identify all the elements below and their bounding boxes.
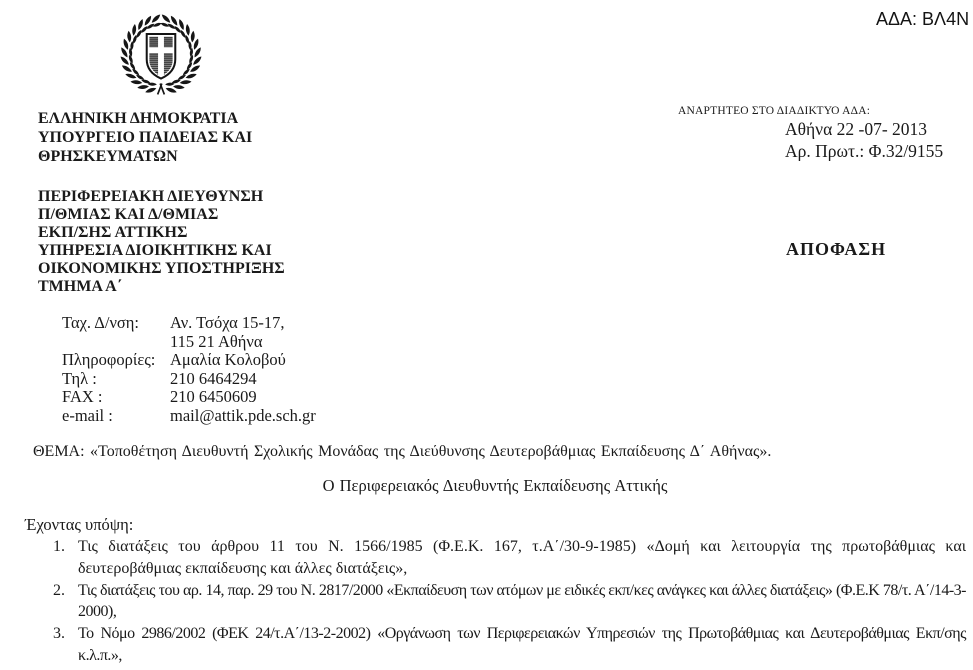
issuer-line: Ο Περιφερειακός Διευθυντής Εκπαίδευσης Αττικής — [322, 476, 668, 495]
ministry-line: ΘΡΗΣΚΕΥΜΑΤΩΝ — [38, 148, 178, 165]
contact-label: e-mail : — [62, 405, 113, 425]
list-item-text: Τις διατάξεις του αρ. 14, παρ. 29 του Ν. 2817/2000 «Εκπαίδευση των ατόμων με ειδικές εκπ/κες ανάγκες και άλλες διατάξεις» (Φ.Ε.Κ 78/τ. Α΄/14-3-2000), — [78, 581, 966, 621]
directorate-block — [38, 188, 285, 296]
ministry-line: ΥΠΟΥΡΓΕΙΟ ΠΑΙΔΕΙΑΣ ΚΑΙ — [38, 129, 253, 146]
directorate-line: Π/ΘΜΙΑΣ ΚΑΙ Δ/ΘΜΙΑΣ — [38, 206, 219, 223]
list-item-number: 2. — [53, 581, 65, 599]
ada-code: ΑΔΑ: ΒΛ4Ν — [876, 9, 970, 29]
contact-value: mail@attik.pde.sch.gr — [170, 405, 316, 425]
subject-line: ΘΕΜΑ: «Τοποθέτηση Διευθυντή Σχολικής Μονάδας της Διεύθυνσης Δευτεροβάθμιας Εκπαίδευσης Δ΄ Αθήνας». — [33, 443, 772, 460]
contact-label — [62, 333, 170, 352]
protocol-number: Αρ. Πρωτ.: Φ.32/9155 — [785, 141, 944, 161]
contact-label: FAX : — [62, 387, 103, 407]
list-item-text: Τις διατάξεις του άρθρου 11 του Ν. 1566/1985 (Φ.Ε.Κ. 167, τ.Α΄/30-9-1985) «Δομή και λειτουργία της πρωτοβάθμιας και δευτεροβάθμιας εκπαίδευσης και άλλες διατάξεις», — [78, 538, 966, 577]
contact-label: Πληροφορίες: — [62, 350, 156, 370]
having-regard-label: Έχοντας υπόψη: — [25, 515, 134, 534]
directorate-line: ΟΙΚΟΝΟΜΙΚΗΣ ΥΠΟΣΤΗΡΙΞΗΣ — [38, 260, 285, 277]
list-item — [45, 536, 966, 580]
contact-label: Ταχ. Δ/νση: — [62, 313, 140, 332]
list-item-number: 1. — [53, 538, 65, 555]
list-item-text: Το Νόμο 2986/2002 (ΦΕΚ 24/τ.Α΄/13-2-2002) «Οργάνωση των Περιφερειακών Υπηρεσιών της Πρωτοβάθμιας και Δευτεροβάθμιας Εκπ/σης κ.λ.π.», — [78, 625, 966, 664]
directorate-line: ΠΕΡΙΦΕΡΕΙΑΚΗ ΔΙΕΥΘΥΝΣΗ — [38, 188, 264, 205]
anartiteo-label: ΑΝΑΡΤΗΤΕΟ ΣΤΟ ΔΙΑΔΙΚΤΥΟ ΑΔΑ: — [678, 105, 871, 117]
contact-value: Αν. Τσόχα 15-17, — [170, 313, 285, 332]
contact-label: Τηλ : — [62, 368, 97, 388]
contact-value: 210 6464294 — [170, 368, 257, 388]
contact-value: Αμαλία Κολοβού — [170, 350, 286, 370]
decision-heading: ΑΠΟΦΑΣΗ — [786, 239, 887, 259]
greek-coat-of-arms-icon — [118, 13, 204, 97]
directorate-line: ΤΜΗΜΑ Α΄ — [38, 278, 122, 295]
directorate-line: ΥΠΗΡΕΣΙΑ ΔΙΟΙΚΗΤΙΚΗΣ ΚΑΙ — [38, 242, 272, 259]
contact-value: 115 21 Αθήνα — [170, 331, 263, 351]
legal-references-list — [45, 536, 966, 667]
ministry-block — [38, 109, 252, 166]
ministry-line: ΕΛΛΗΝΙΚΗ ΔΗΜΟΚΡΑΤΙΑ — [38, 110, 239, 127]
date-line: Αθήνα 22 -07- 2013 — [785, 119, 928, 139]
contact-block — [62, 314, 316, 426]
list-item-number: 3. — [53, 625, 65, 643]
contact-value: 210 6450609 — [170, 387, 257, 407]
list-item — [45, 623, 966, 667]
list-item — [45, 580, 966, 624]
directorate-line: ΕΚΠ/ΣΗΣ ΑΤΤΙΚΗΣ — [38, 224, 188, 241]
